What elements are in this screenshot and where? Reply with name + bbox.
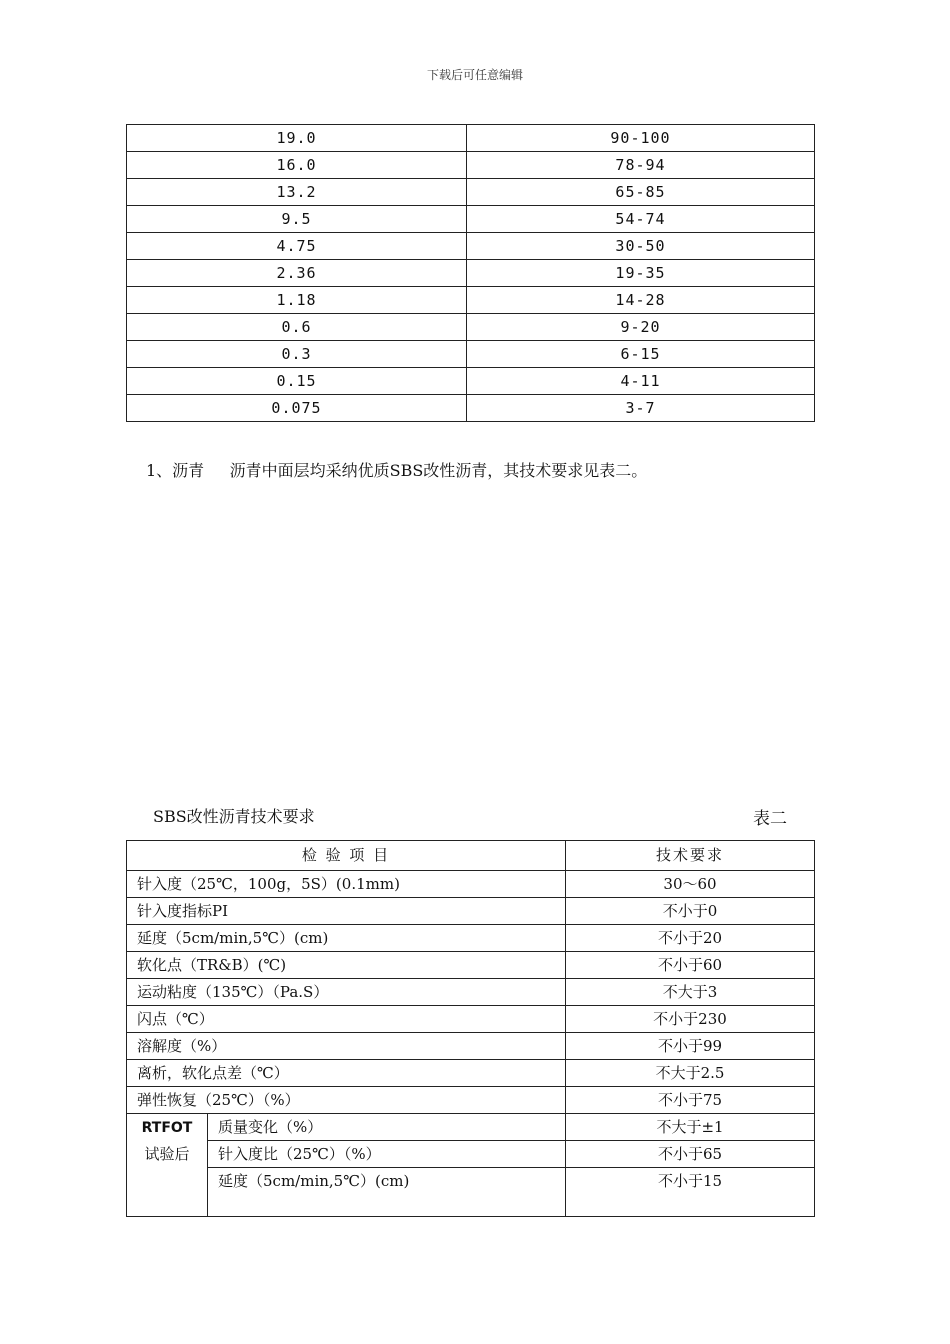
rtfot-label: RTFOT bbox=[141, 1120, 193, 1136]
table-row bbox=[127, 1006, 815, 1033]
spec-item: 延度（5cm/min,5℃）(cm) bbox=[208, 1168, 566, 1217]
spec-requirement: 不小于15 bbox=[566, 1168, 815, 1217]
table-row bbox=[127, 1033, 815, 1060]
table-caption-title: SBS改性沥青技术要求 bbox=[153, 807, 315, 826]
page-header-note: 下载后可任意编辑 bbox=[426, 68, 523, 82]
table-cell: 2.36 bbox=[127, 260, 467, 287]
spec-item: 运动粘度（135℃）（Pa.S） bbox=[127, 979, 566, 1006]
table-row bbox=[127, 233, 815, 260]
table-cell: 0.3 bbox=[127, 341, 467, 368]
spec-requirement: 不大于3 bbox=[566, 979, 815, 1006]
spec-item: 离析，软化点差（℃） bbox=[127, 1060, 566, 1087]
table-row bbox=[127, 871, 815, 898]
spec-requirement: 不小于75 bbox=[566, 1087, 815, 1114]
spec-requirement: 不小于60 bbox=[566, 952, 815, 979]
spec-item: 弹性恢复（25℃）（%） bbox=[127, 1087, 566, 1114]
table-row bbox=[127, 925, 815, 952]
spec-item: 软化点（TR&B）(℃) bbox=[127, 952, 566, 979]
table-cell: 4.75 bbox=[127, 233, 467, 260]
table-cell: 6-15 bbox=[467, 341, 815, 368]
spec-requirement: 不大于2.5 bbox=[566, 1060, 815, 1087]
spec-item: 闪点（℃） bbox=[127, 1006, 566, 1033]
table-row bbox=[127, 898, 815, 925]
table-cell: 9.5 bbox=[127, 206, 467, 233]
table-row bbox=[127, 314, 815, 341]
table-cell: 54-74 bbox=[467, 206, 815, 233]
table-cell: 13.2 bbox=[127, 179, 467, 206]
table-row bbox=[127, 395, 815, 422]
grading-table bbox=[126, 124, 815, 422]
header-item: 检 验 项 目 bbox=[127, 841, 566, 871]
spec-item: 延度（5cm/min,5℃）(cm) bbox=[127, 925, 566, 952]
header-requirement: 技术要求 bbox=[566, 841, 815, 871]
table-caption-number: 表二 bbox=[753, 809, 787, 829]
spec-requirement: 不小于20 bbox=[566, 925, 815, 952]
table-cell: 9-20 bbox=[467, 314, 815, 341]
table-cell: 0.6 bbox=[127, 314, 467, 341]
table-row bbox=[127, 125, 815, 152]
table-cell: 14-28 bbox=[467, 287, 815, 314]
rtfot-sublabel: 试验后 bbox=[144, 1145, 190, 1163]
spec-item: 质量变化（%） bbox=[208, 1114, 566, 1141]
table-cell: 4-11 bbox=[467, 368, 815, 395]
table-cell: 78-94 bbox=[467, 152, 815, 179]
table-row bbox=[127, 1114, 815, 1141]
asphalt-paragraph: 1、沥青 沥青中面层均采纳优质SBS改性沥青，其技术要求见表二。 bbox=[146, 461, 648, 480]
table-row bbox=[127, 1141, 815, 1168]
table-row bbox=[127, 1168, 815, 1217]
table-row bbox=[127, 1087, 815, 1114]
table-row bbox=[127, 1060, 815, 1087]
table-row bbox=[127, 368, 815, 395]
table-row bbox=[127, 179, 815, 206]
table-row bbox=[127, 260, 815, 287]
spec-item: 针入度（25℃，100g，5S）(0.1mm) bbox=[127, 871, 566, 898]
spec-item: 针入度指标PI bbox=[127, 898, 566, 925]
table-cell: 16.0 bbox=[127, 152, 467, 179]
table-row bbox=[127, 287, 815, 314]
spec-requirement: 不小于0 bbox=[566, 898, 815, 925]
spec-requirement: 不小于99 bbox=[566, 1033, 815, 1060]
table-cell: 0.15 bbox=[127, 368, 467, 395]
table-header-row bbox=[127, 841, 815, 871]
spec-item: 溶解度（%） bbox=[127, 1033, 566, 1060]
table-cell: 19.0 bbox=[127, 125, 467, 152]
table-cell: 0.075 bbox=[127, 395, 467, 422]
rtfot-group-label bbox=[127, 1114, 208, 1217]
table-row bbox=[127, 152, 815, 179]
table-row bbox=[127, 979, 815, 1006]
spec-requirement: 不小于65 bbox=[566, 1141, 815, 1168]
sbs-spec-table bbox=[126, 840, 815, 1217]
spec-requirement: 30～60 bbox=[566, 871, 815, 898]
spec-item: 针入度比（25℃）（%） bbox=[208, 1141, 566, 1168]
spec-requirement: 不大于±1 bbox=[566, 1114, 815, 1141]
spec-requirement: 不小于230 bbox=[566, 1006, 815, 1033]
table-cell: 1.18 bbox=[127, 287, 467, 314]
table-cell: 30-50 bbox=[467, 233, 815, 260]
table-cell: 90-100 bbox=[467, 125, 815, 152]
table-row bbox=[127, 341, 815, 368]
table-row bbox=[127, 206, 815, 233]
table-cell: 65-85 bbox=[467, 179, 815, 206]
table-cell: 19-35 bbox=[467, 260, 815, 287]
table-row bbox=[127, 952, 815, 979]
table-cell: 3-7 bbox=[467, 395, 815, 422]
